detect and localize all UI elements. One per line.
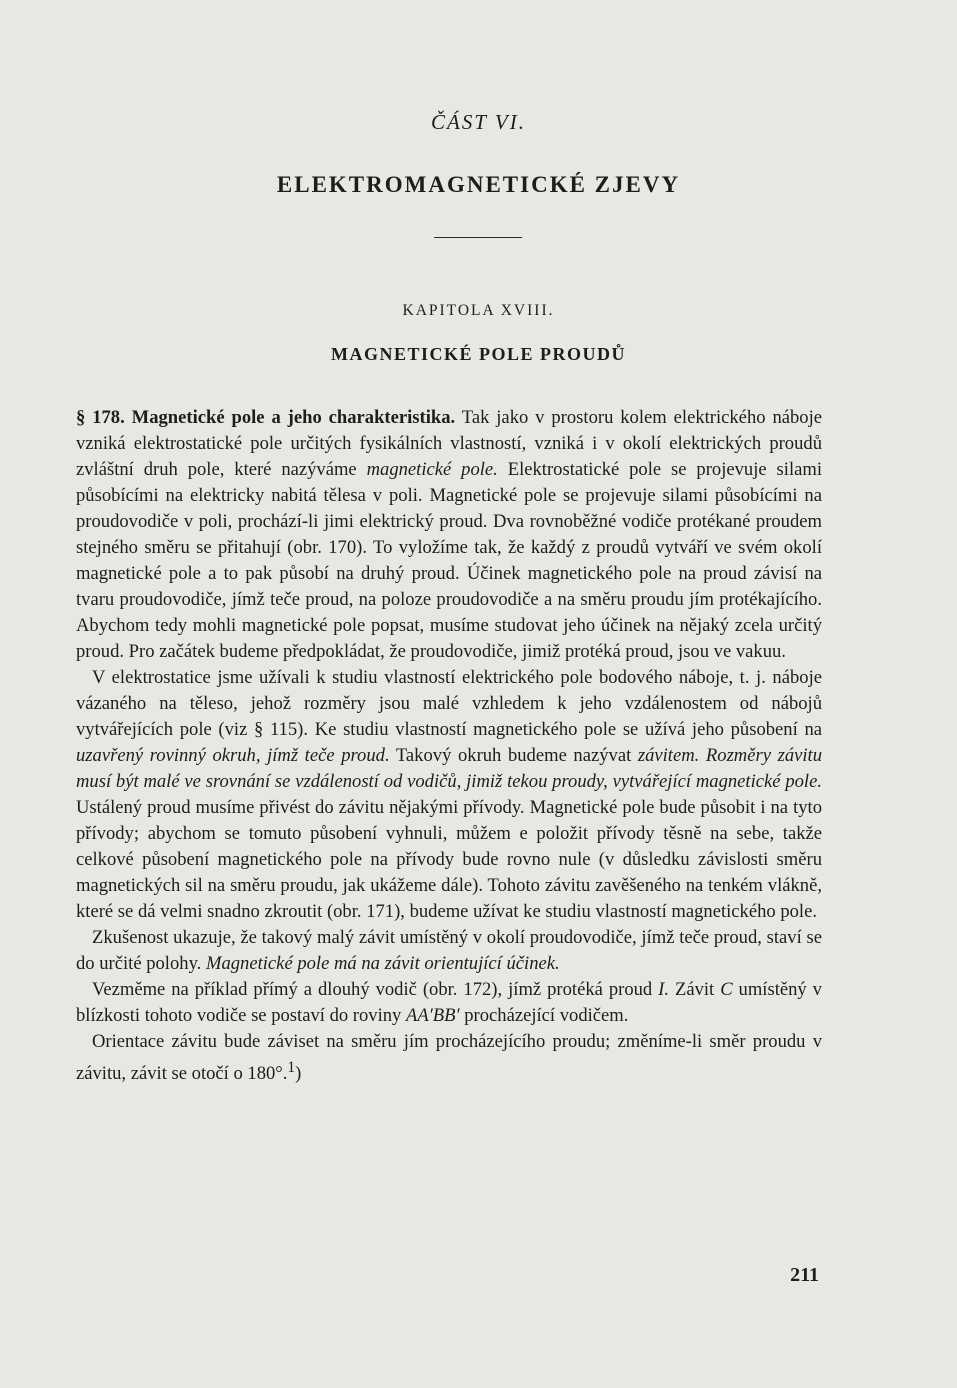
chapter-title: MAGNETICKÉ POLE PROUDŮ — [330, 344, 626, 364]
part-heading: ČÁST VI. — [431, 110, 526, 134]
text-run: Zkušenost ukazuje, že takový malý závit umístěný v okolí proudovodiče, jímž teče proud, staví se do určité polohy. — [76, 927, 822, 974]
part-title: ELEKTROMAGNETICKÉ ZJEVY — [276, 172, 681, 197]
paragraph — [76, 977, 822, 1029]
body-text — [76, 405, 822, 1087]
text-run: Elektrostatické pole se projevuje silami působícími na elektricky nabitá tělesa v poli. Magnetické pole se projevuje silami působícími na proudovodiče v poli, prochází-li jimi elektrický proud. Dva rovnoběžné vodiče protékané proudem stejného směru se přitahují (obr. 170). To vyložíme tak, že každý z proudů vytváří ve svém okolí magnetické pole a to pak působí na druhý proud. Účinek magnetického pole na proud závisí na tvaru proudovodiče, jímž teče proud, na poloze proudovodiče a na směru proudu jím protékajícího. Abychom tedy mohli magnetické pole popsat, musíme studovat jeho účinek na nějaký zcela určitý proud. Pro začátek budeme předpokládat, že proudovodiče, jimiž protéká proud, jsou ve vakuu. — [76, 459, 822, 662]
emphasis: uzavřený rovinný okruh, jímž teče proud. — [76, 745, 390, 766]
paragraph — [76, 665, 822, 925]
text-run: Závit — [669, 979, 721, 1000]
page-number: 211 — [790, 1264, 819, 1286]
paragraph — [76, 1029, 822, 1087]
paragraph — [76, 405, 822, 665]
emphasis: Magnetické pole má na závit orientující účinek. — [205, 953, 560, 974]
text-run: procházející vodičem. — [459, 1005, 629, 1026]
text-run: umístěný v blízkosti tohoto vodiče se postaví do roviny — [76, 979, 822, 1026]
text-run: Vezměme na příklad přímý a dlouhý vodič (obr. 172), jímž protéká proud — [92, 979, 659, 1000]
text-run: V elektrostatice jsme užívali k studiu vlastností elektrického pole bodového náboje, t. j. náboje vázaného na těleso, jehož rozměry jsou malé vzhledem k jeho vzdálenostem od nábojů vytvářejících pole (viz § 115). Ke studiu vlastností magnetického pole se užívá jeho působení na — [76, 667, 822, 740]
chapter-heading: KAPITOLA XVIII. — [402, 302, 555, 319]
emphasis: závitem. Rozměry závitu musí být malé ve srovnání se vzdáleností od vodičů, jimiž tekou proudy, vytvářející magnetické pole. — [76, 745, 822, 792]
text-run: Orientace závitu bude záviset na směru jím procházejícího proudu; změníme-li směr proudu v závitu, závit se otočí o 180°. — [76, 1031, 822, 1085]
footnote-marker: 1 — [287, 1059, 296, 1076]
emphasis: AA′BB′ — [406, 1005, 460, 1026]
title-divider — [434, 237, 522, 238]
text-run: Takový okruh budeme nazývat — [389, 745, 638, 766]
emphasis: magnetické pole. — [366, 459, 498, 480]
section-number: § 178. — [76, 407, 125, 428]
text-run: Tak jako v prostoru kolem elektrického náboje vzniká elektrostatické pole určitých fysikálních vlastností, vzniká i v okolí elektrických proudů zvláštní druh pole, které nazýváme — [76, 407, 822, 480]
section-title: Magnetické pole a jeho charakteristika. — [131, 407, 456, 428]
emphasis: C — [720, 979, 733, 1000]
paragraph — [76, 925, 822, 977]
emphasis: I. — [658, 979, 670, 1000]
text-run: ) — [295, 1063, 302, 1085]
text-run: Ustálený proud musíme přivést do závitu nějakými přívody. Magnetické pole bude působit i na tyto přívody; abychom se tomuto působení vyhnuli, můžem e položit přívody těsně na sebe, takže celkové působení magnetického pole na přívody bude rovno nule (v důsledku závislosti směru magnetických sil na směru proudu, jak ukážeme dále). Tohoto závitu zavěšeného na tenkém vlákně, které se dá velmi snadno zkroutit (obr. 171), budeme užívat ke studiu vlastností magnetického pole. — [76, 797, 822, 922]
